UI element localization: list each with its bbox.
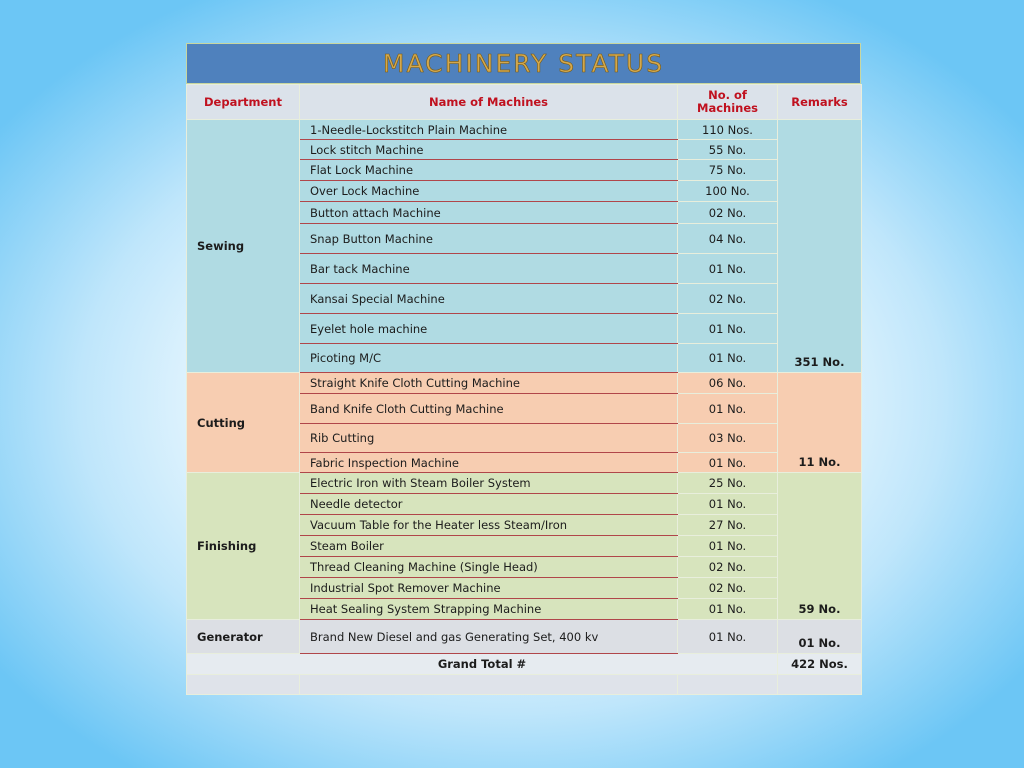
machine-name-cell: Bar tack Machine bbox=[300, 254, 678, 284]
blank-cell bbox=[678, 675, 778, 695]
machine-name-cell: Picoting M/C bbox=[300, 344, 678, 373]
grand-total-value: 422 Nos. bbox=[778, 654, 862, 675]
machine-name-cell: Electric Iron with Steam Boiler System bbox=[300, 473, 678, 494]
machine-name-cell: Heat Sealing System Strapping Machine bbox=[300, 599, 678, 620]
machine-name-cell: Eyelet hole machine bbox=[300, 314, 678, 344]
machine-count-cell: 01 No. bbox=[678, 599, 778, 620]
remarks-cell: 351 No. bbox=[778, 120, 862, 373]
machine-count-cell: 01 No. bbox=[678, 536, 778, 557]
machine-count-cell: 25 No. bbox=[678, 473, 778, 494]
table-row bbox=[187, 373, 862, 394]
machine-count-cell: 03 No. bbox=[678, 424, 778, 453]
machine-name-cell: Straight Knife Cloth Cutting Machine bbox=[300, 373, 678, 394]
machine-count-cell: 55 No. bbox=[678, 140, 778, 160]
machine-count-cell: 01 No. bbox=[678, 254, 778, 284]
machine-count-cell: 110 Nos. bbox=[678, 120, 778, 140]
machine-count-cell: 01 No. bbox=[678, 344, 778, 373]
remarks-cell: 59 No. bbox=[778, 473, 862, 620]
table-header-row bbox=[187, 85, 862, 120]
remarks-cell: 11 No. bbox=[778, 373, 862, 473]
machine-count-cell: 01 No. bbox=[678, 394, 778, 424]
machine-count-cell: 01 No. bbox=[678, 620, 778, 654]
machine-name-cell: Kansai Special Machine bbox=[300, 284, 678, 314]
machine-name-cell: Rib Cutting bbox=[300, 424, 678, 453]
machine-name-cell: Steam Boiler bbox=[300, 536, 678, 557]
machine-count-cell: 01 No. bbox=[678, 494, 778, 515]
machine-count-cell: 06 No. bbox=[678, 373, 778, 394]
machine-count-cell: 01 No. bbox=[678, 453, 778, 473]
remarks-cell: 01 No. bbox=[778, 620, 862, 654]
machine-count-cell: 02 No. bbox=[678, 578, 778, 599]
machine-name-cell: Vacuum Table for the Heater less Steam/Iron bbox=[300, 515, 678, 536]
machine-count-cell: 02 No. bbox=[678, 557, 778, 578]
machine-name-cell: 1-Needle-Lockstitch Plain Machine bbox=[300, 120, 678, 140]
machine-name-cell: Over Lock Machine bbox=[300, 181, 678, 202]
machine-name-cell: Snap Button Machine bbox=[300, 224, 678, 254]
machinery-table bbox=[186, 84, 862, 695]
title-bar bbox=[186, 43, 861, 84]
department-cell: Generator bbox=[187, 620, 300, 654]
header-department: Department bbox=[187, 85, 300, 120]
table-body bbox=[187, 120, 862, 695]
header-machine-name: Name of Machines bbox=[300, 85, 678, 120]
table-row bbox=[187, 120, 862, 140]
blank-cell bbox=[187, 675, 300, 695]
blank-cell bbox=[778, 675, 862, 695]
machine-count-cell: 01 No. bbox=[678, 314, 778, 344]
machine-count-cell: 75 No. bbox=[678, 160, 778, 181]
machine-name-cell: Button attach Machine bbox=[300, 202, 678, 224]
machine-name-cell: Needle detector bbox=[300, 494, 678, 515]
machine-name-cell: Thread Cleaning Machine (Single Head) bbox=[300, 557, 678, 578]
department-cell: Finishing bbox=[187, 473, 300, 620]
machine-count-cell: 02 No. bbox=[678, 202, 778, 224]
grand-total-label: Grand Total # bbox=[187, 654, 778, 675]
page-title: MACHINERY STATUS bbox=[382, 49, 665, 78]
department-cell: Cutting bbox=[187, 373, 300, 473]
machine-count-cell: 04 No. bbox=[678, 224, 778, 254]
machinery-status-slide bbox=[186, 43, 861, 695]
machine-name-cell: Band Knife Cloth Cutting Machine bbox=[300, 394, 678, 424]
machine-count-cell: 100 No. bbox=[678, 181, 778, 202]
machine-name-cell: Lock stitch Machine bbox=[300, 140, 678, 160]
machine-name-cell: Brand New Diesel and gas Generating Set, 400 kv bbox=[300, 620, 678, 654]
header-remarks: Remarks bbox=[778, 85, 862, 120]
machine-name-cell: Flat Lock Machine bbox=[300, 160, 678, 181]
table-row bbox=[187, 620, 862, 654]
machine-name-cell: Fabric Inspection Machine bbox=[300, 453, 678, 473]
blank-cell bbox=[300, 675, 678, 695]
table-row bbox=[187, 473, 862, 494]
header-machine-count: No. of Machines bbox=[678, 85, 778, 120]
machine-count-cell: 27 No. bbox=[678, 515, 778, 536]
machine-name-cell: Industrial Spot Remover Machine bbox=[300, 578, 678, 599]
grand-total-row bbox=[187, 654, 862, 675]
machine-count-cell: 02 No. bbox=[678, 284, 778, 314]
department-cell: Sewing bbox=[187, 120, 300, 373]
blank-row bbox=[187, 675, 862, 695]
